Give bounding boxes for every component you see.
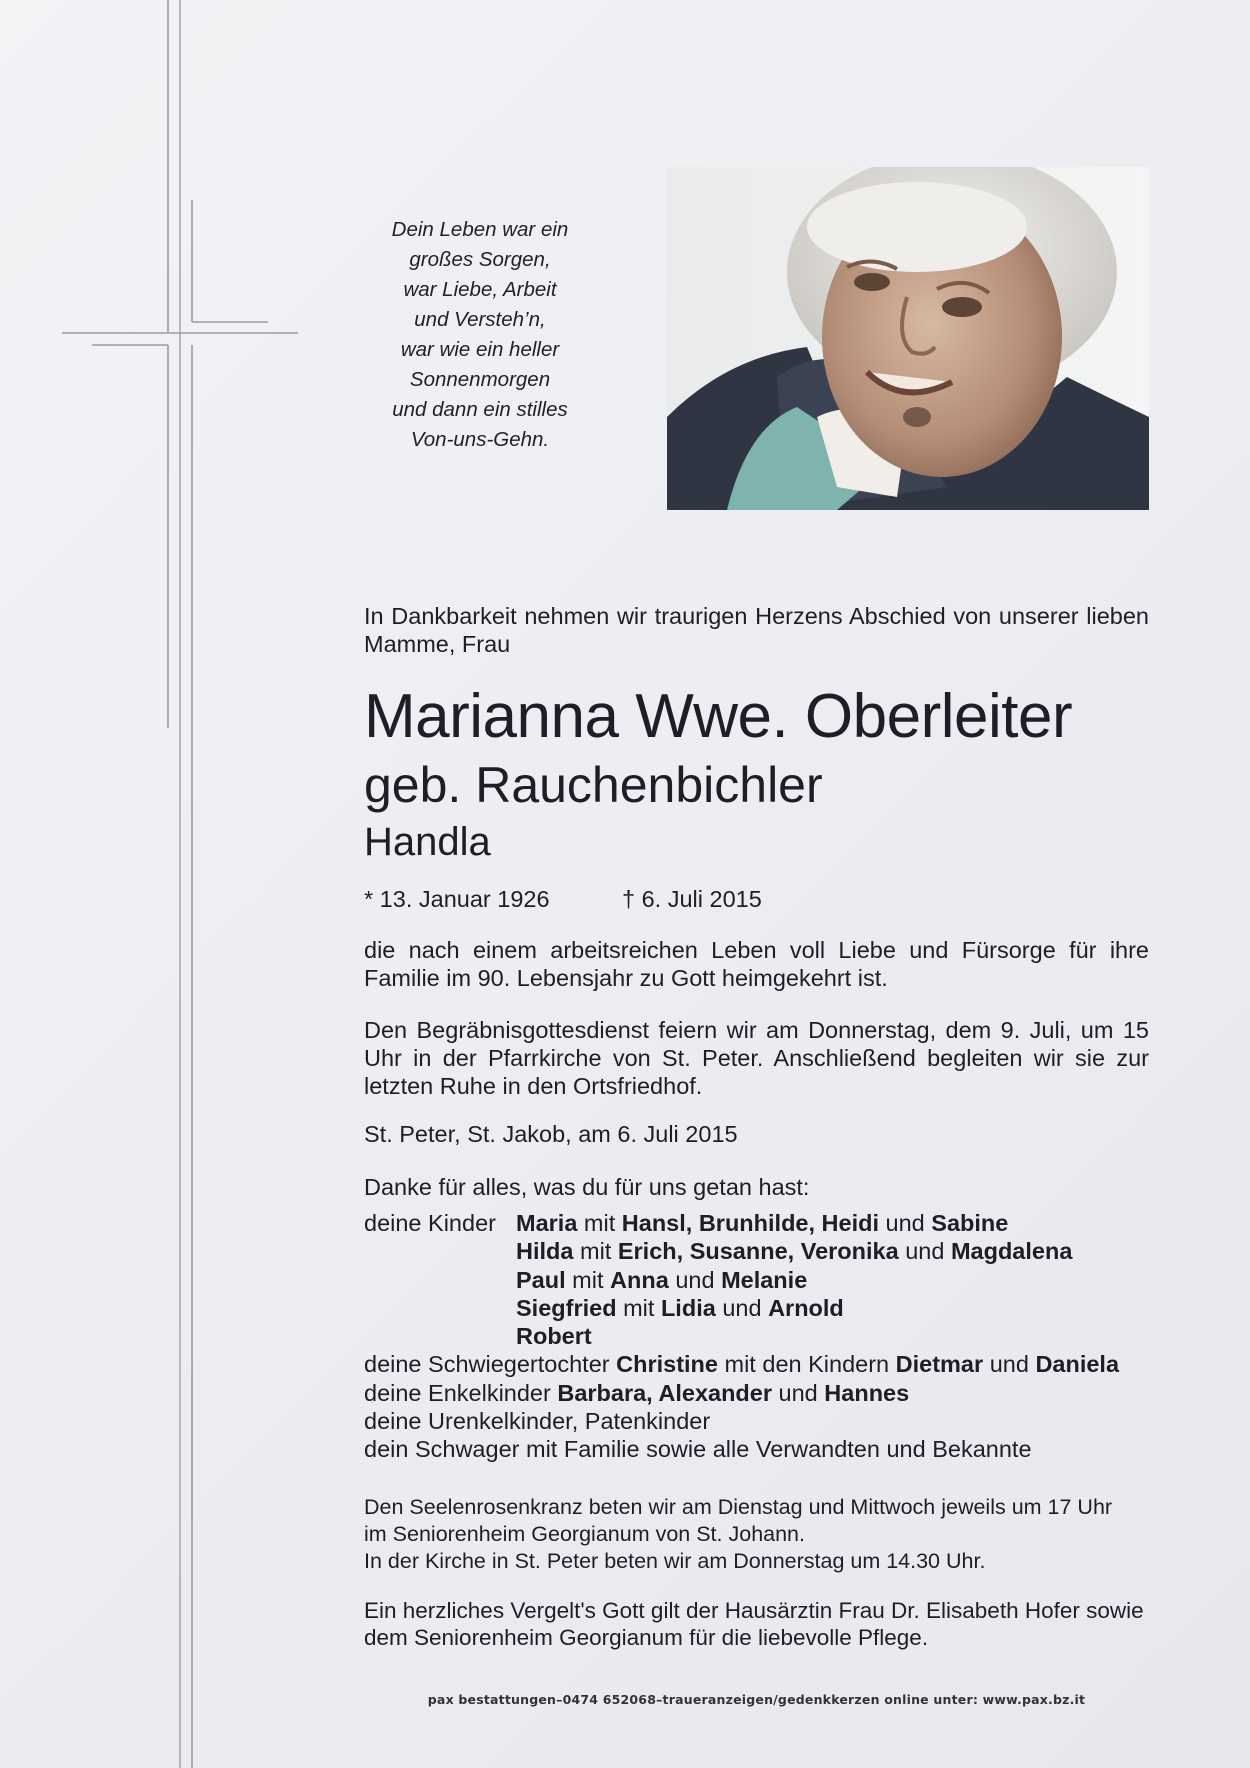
list-item (364, 1379, 1149, 1407)
memorial-poem (360, 215, 600, 455)
child-partner-names: Erich, Susanne, Veronika (617, 1238, 899, 1265)
child-partner-names: Arnold (768, 1294, 844, 1321)
list-item (364, 1266, 1149, 1294)
poem-line: Dein Leben war ein (391, 218, 569, 241)
child-partner-names: Anna (610, 1266, 669, 1293)
child-name: Hilda (516, 1238, 574, 1265)
list-item (364, 1350, 1149, 1378)
poem-line: war Liebe, Arbeit (403, 278, 557, 301)
relation-label: deine Schwiegertochter (364, 1351, 610, 1378)
children-label: deine Kinder (364, 1210, 496, 1236)
acknowledgement-line: dem Seniorenheim Georgianum für die liebevolle Pflege. (364, 1625, 929, 1650)
life-paragraph: die nach einem arbeitsreichen Leben voll Liebe und Fürsorge für ihre Familie im 90. Lebensjahr zu Gott heimgekehrt ist. (364, 937, 1149, 991)
list-item: deine Urenkelkinder, Patenkinder (364, 1408, 711, 1435)
connector: und (885, 1210, 925, 1236)
rosary-line: In der Kirche in St. Peter beten wir am Donnerstag um 14.30 Uhr. (364, 1549, 986, 1573)
relative-name: Barbara, Alexander (557, 1379, 773, 1406)
poem-line: großes Sorgen, (409, 248, 551, 271)
child-name: Siegfried (516, 1294, 617, 1321)
birth-date: * 13. Januar 1926 (364, 886, 550, 912)
connector: und (722, 1294, 762, 1321)
child-name: Robert (516, 1323, 592, 1350)
footer-credit: pax bestattungen–0474 652068–traueranzeigen/gedenkkerzen online unter: www.pax.bz.it (427, 1692, 1086, 1707)
cross-ornament (0, 0, 320, 1768)
child-partner-names: Lidia (660, 1294, 716, 1321)
relative-name: Dietmar (895, 1351, 984, 1378)
child-name: Maria (516, 1210, 578, 1236)
list-item (364, 1294, 1149, 1322)
connector: mit (572, 1266, 604, 1293)
acknowledgement-line: Ein herzliches Vergelt's Gott gilt der Hausärztin Frau Dr. Elisabeth Hofer sowie (364, 1598, 1144, 1623)
list-item (364, 1237, 1149, 1265)
connector: und (778, 1379, 818, 1406)
child-partner-names: Magdalena (950, 1238, 1073, 1265)
nickname: Handla (364, 820, 491, 864)
portrait-photo (667, 167, 1149, 510)
list-item: dein Schwager mit Familie sowie alle Verwandten und Bekannte (364, 1436, 1032, 1463)
connector: und (989, 1351, 1029, 1378)
child-partner-names: Sabine (931, 1210, 1009, 1236)
poem-line: und dann ein stilles (392, 398, 568, 421)
relative-name: Hannes (824, 1379, 910, 1406)
acknowledgement (364, 1597, 1149, 1651)
thanks-line: Danke für alles, was du für uns getan hast: (364, 1174, 810, 1200)
connector: und (675, 1266, 715, 1293)
rosary-line: im Seniorenheim Georgianum von St. Johann. (364, 1522, 805, 1546)
family-list (364, 1209, 1149, 1464)
relative-name: Christine (616, 1351, 718, 1378)
child-partner-names: Hansl, Brunhilde, Heidi (621, 1210, 880, 1236)
list-item (364, 1209, 1149, 1237)
child-partner-names: Melanie (721, 1266, 808, 1293)
life-dates (364, 884, 1149, 914)
list-item (364, 1322, 1149, 1350)
poem-line: Von-uns-Gehn. (410, 428, 550, 451)
connector: mit (623, 1294, 655, 1321)
poem-line: Sonnenmorgen (409, 368, 551, 391)
poem-line: und Versteh’n, (414, 308, 546, 331)
relative-name: Daniela (1035, 1351, 1120, 1378)
connector: mit (580, 1238, 612, 1265)
place-date: St. Peter, St. Jakob, am 6. Juli 2015 (364, 1121, 738, 1147)
poem-line: war wie ein heller (400, 338, 560, 361)
intro-text: In Dankbarkeit nehmen wir traurigen Herzens Abschied von unserer lieben Mamme, Frau (364, 603, 1149, 657)
rosary-info (364, 1494, 1149, 1575)
death-date: † 6. Juli 2015 (622, 886, 762, 912)
funeral-paragraph: Den Begräbnisgottesdienst feiern wir am Donnerstag, dem 9. Juli, um 15 Uhr in der Pfarrkirche von St. Peter. Anschließend begleiten wir sie zur letzten Ruhe in den Ortsfriedhof. (364, 1017, 1149, 1099)
connector: und (905, 1238, 945, 1265)
rosary-line: Den Seelenrosenkranz beten wir am Dienstag und Mittwoch jeweils um 17 Uhr (364, 1495, 1113, 1519)
connector: mit (583, 1210, 616, 1236)
relation-label: deine Enkelkinder (364, 1379, 551, 1406)
birth-name: geb. Rauchenbichler (364, 757, 823, 813)
child-name: Paul (516, 1266, 566, 1293)
deceased-name: Marianna Wwe. Oberleiter (364, 682, 1073, 751)
connector: mit den Kindern (724, 1351, 890, 1378)
